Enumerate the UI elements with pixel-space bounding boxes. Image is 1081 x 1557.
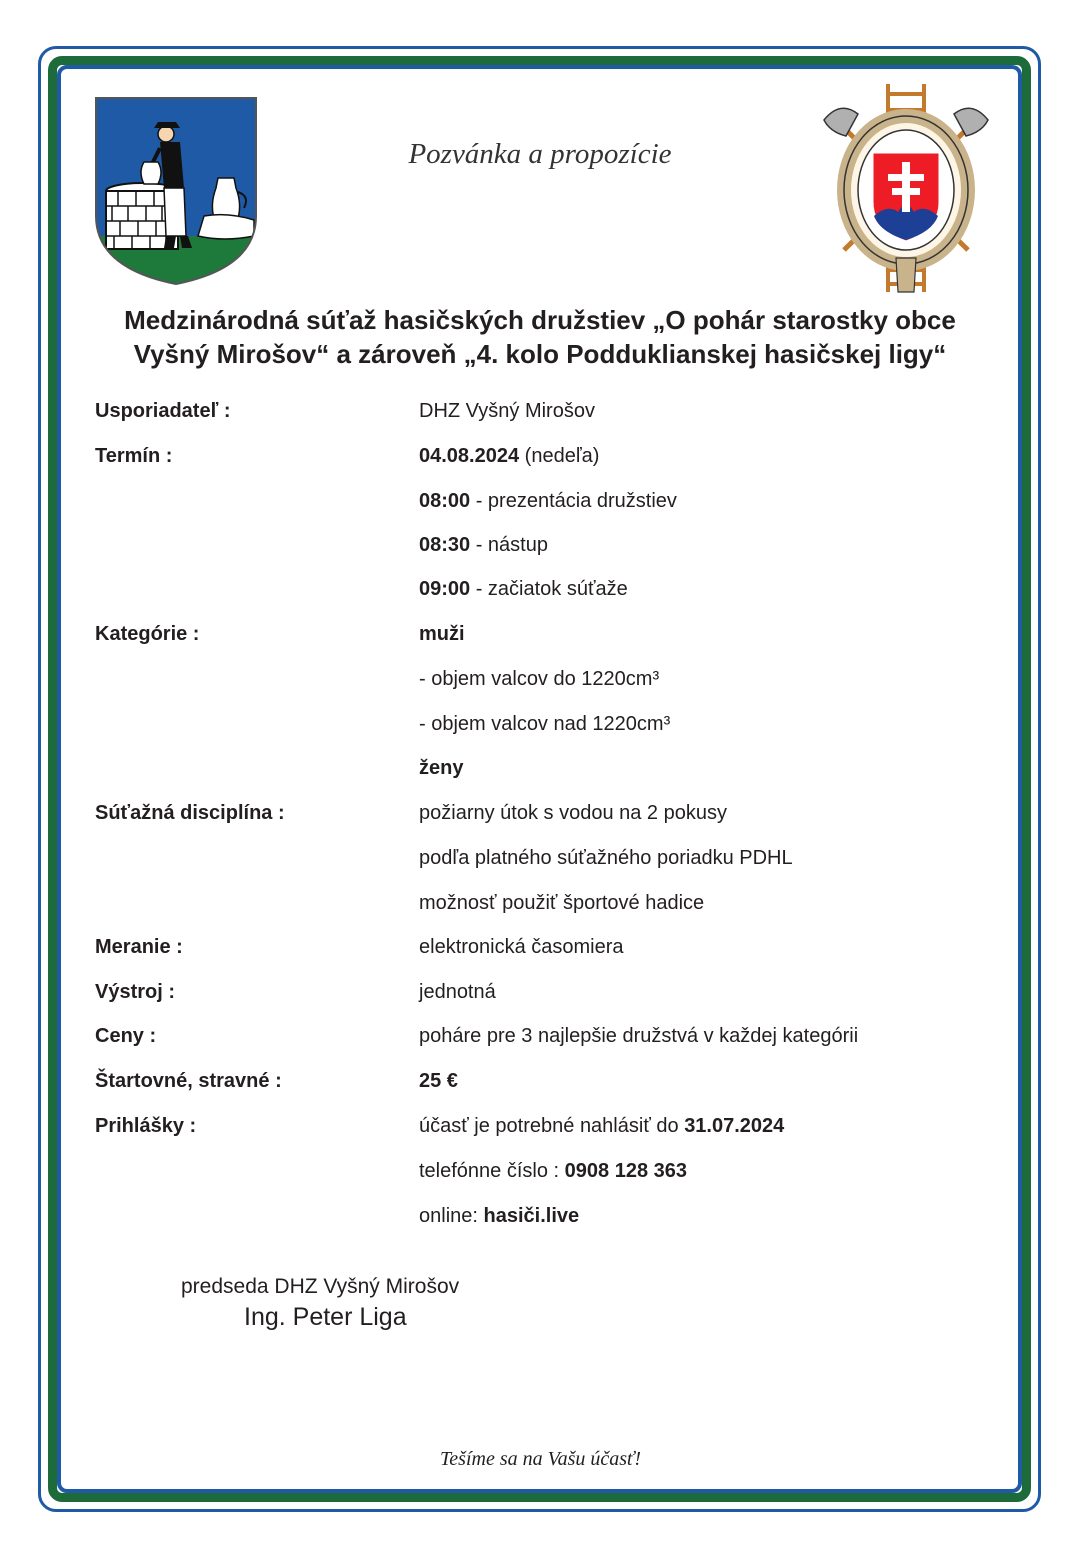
firefighter-emblem-icon bbox=[818, 80, 994, 296]
schedule-time: 08:00 bbox=[419, 490, 471, 512]
schedule-row bbox=[95, 486, 995, 516]
prizes-value: poháre pre 3 najlepšie družstvá v každej kategórii bbox=[419, 1025, 859, 1047]
signature-title: predseda DHZ Vyšný Mirošov bbox=[181, 1275, 460, 1298]
discipline-row bbox=[95, 843, 995, 873]
category-item-row bbox=[95, 664, 995, 694]
organizer-value: DHZ Vyšný Mirošov bbox=[419, 400, 595, 422]
timing-row bbox=[95, 932, 995, 962]
date-day: (nedeľa) bbox=[519, 445, 600, 467]
schedule-row bbox=[95, 574, 995, 604]
category-women-row bbox=[95, 753, 995, 783]
signature-name: Ing. Peter Liga bbox=[244, 1303, 407, 1331]
equipment-row bbox=[95, 977, 995, 1007]
date-label: Termín : bbox=[95, 445, 173, 467]
online-site: hasiči.live bbox=[483, 1205, 580, 1227]
schedule-text: - prezentácia družstiev bbox=[470, 490, 677, 512]
prizes-row bbox=[95, 1021, 995, 1051]
discipline-row bbox=[95, 798, 995, 828]
categories-label: Kategórie : bbox=[95, 623, 200, 645]
online-label: online: bbox=[419, 1205, 484, 1227]
registration-text: účasť je potrebné nahlásiť do bbox=[419, 1115, 685, 1137]
phone-row bbox=[95, 1156, 995, 1186]
discipline-label: Súťažná disciplína : bbox=[95, 802, 285, 824]
closing-text: Tešíme sa na Vašu účasť! bbox=[440, 1448, 641, 1470]
category-item: - objem valcov do 1220cm³ bbox=[419, 668, 660, 690]
schedule-row bbox=[95, 530, 995, 560]
subtitle: Pozvánka a propozície bbox=[408, 138, 672, 170]
schedule-text: - začiatok súťaže bbox=[470, 578, 628, 600]
date-row bbox=[95, 441, 995, 471]
phone-label: telefónne číslo : bbox=[419, 1160, 565, 1182]
discipline-line: možnosť použiť športové hadice bbox=[419, 892, 705, 914]
date-value bbox=[419, 441, 599, 471]
registration-deadline: 31.07.2024 bbox=[684, 1115, 785, 1137]
discipline-line: podľa platného súťažného poriadku PDHL bbox=[419, 847, 793, 869]
category-women: ženy bbox=[419, 757, 464, 779]
event-title-line1: Medzinárodná súťaž hasičských družstiev „O pohár starostky obce bbox=[124, 305, 956, 335]
fee-row bbox=[95, 1066, 995, 1096]
fee-value: 25 € bbox=[419, 1070, 458, 1092]
equipment-value: jednotná bbox=[419, 981, 496, 1003]
event-title bbox=[80, 303, 1000, 371]
municipal-coat-of-arms-icon bbox=[94, 96, 258, 286]
discipline-row bbox=[95, 888, 995, 918]
organizer-row bbox=[95, 396, 995, 426]
organizer-label: Usporiadateľ : bbox=[95, 400, 231, 422]
event-title-line2: Vyšný Mirošov“ a zároveň „4. kolo Podduklianskej hasičskej ligy“ bbox=[133, 339, 947, 369]
discipline-line: požiarny útok s vodou na 2 pokusy bbox=[419, 802, 727, 824]
prizes-label: Ceny : bbox=[95, 1025, 157, 1047]
online-row bbox=[95, 1201, 995, 1231]
categories-row bbox=[95, 619, 995, 649]
date-bold: 04.08.2024 bbox=[419, 445, 520, 467]
registration-label: Prihlášky : bbox=[95, 1115, 197, 1137]
equipment-label: Výstroj : bbox=[95, 981, 176, 1003]
registration-row bbox=[95, 1111, 995, 1141]
fee-label: Štartovné, stravné : bbox=[95, 1070, 282, 1092]
schedule-time: 08:30 bbox=[419, 534, 471, 556]
schedule-text: - nástup bbox=[470, 534, 548, 556]
schedule-time: 09:00 bbox=[419, 578, 471, 600]
phone-number: 0908 128 363 bbox=[564, 1160, 687, 1182]
category-men: muži bbox=[419, 623, 465, 645]
timing-value: elektronická časomiera bbox=[419, 936, 624, 958]
category-item-row bbox=[95, 709, 995, 739]
timing-label: Meranie : bbox=[95, 936, 183, 958]
category-item: - objem valcov nad 1220cm³ bbox=[419, 713, 671, 735]
